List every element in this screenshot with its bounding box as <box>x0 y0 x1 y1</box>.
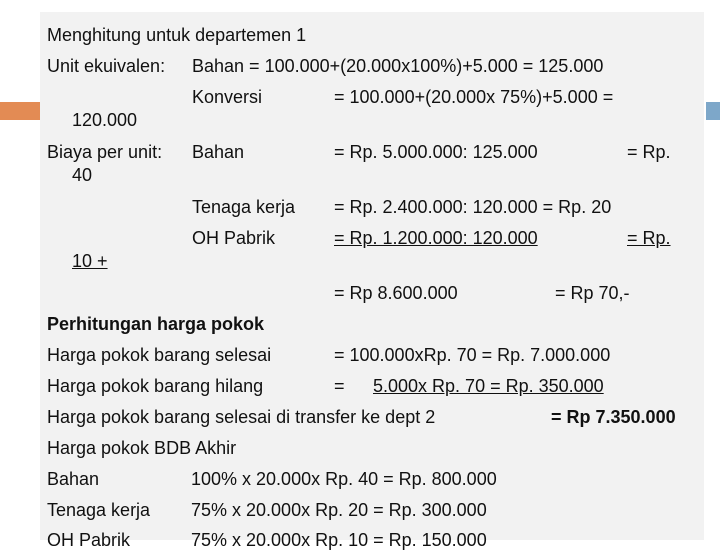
accent-bar-right <box>706 102 720 120</box>
hp-selesai-label: Harga pokok barang selesai <box>47 345 272 365</box>
bdb-row-value: 75% x 20.000x Rp. 10 = Rp. 150.000 <box>191 530 487 550</box>
unit-ekuivalen-bahan: Bahan = 100.000+(20.000x100%)+5.000 = 125.000 <box>192 56 604 76</box>
biaya-total-result: = Rp 70,- <box>555 283 630 303</box>
unit-ekuivalen-label: Unit ekuivalen: <box>47 56 166 76</box>
hp-hilang-value: 5.000x Rp. 70 = Rp. 350.000 <box>373 376 604 396</box>
biaya-bahan-formula: = Rp. 5.000.000: 125.000 <box>334 142 538 162</box>
unit-ekuivalen-konversi-result: 120.000 <box>72 110 138 130</box>
biaya-per-unit-label: Biaya per unit: <box>47 142 163 162</box>
bdb-row-label: OH Pabrik <box>47 530 131 550</box>
bdb-akhir-title: Harga pokok BDB Akhir <box>47 438 237 458</box>
page-title: Menghitung untuk departemen 1 <box>47 25 307 45</box>
biaya-bahan-label: Bahan <box>192 142 245 162</box>
hp-hilang-eq: = <box>334 376 345 396</box>
biaya-tk-formula: = Rp. 2.400.000: 120.000 = Rp. 20 <box>334 197 612 217</box>
bdb-row-label: Bahan <box>47 469 100 489</box>
hp-transfer-value: = Rp 7.350.000 <box>551 407 676 427</box>
biaya-oh-label: OH Pabrik <box>192 228 276 248</box>
bdb-row-value: 100% x 20.000x Rp. 40 = Rp. 800.000 <box>191 469 497 489</box>
biaya-total-formula: = Rp 8.600.000 <box>334 283 458 303</box>
biaya-oh-result-value: 10 + <box>72 251 108 271</box>
unit-ekuivalen-konversi-label: Konversi <box>192 87 263 107</box>
biaya-tk-label: Tenaga kerja <box>192 197 296 217</box>
biaya-bahan-result-value: 40 <box>72 165 93 185</box>
biaya-bahan-result: = Rp. <box>627 142 671 162</box>
bdb-row-value: 75% x 20.000x Rp. 20 = Rp. 300.000 <box>191 500 487 520</box>
biaya-oh-formula: = Rp. 1.200.000: 120.000 <box>334 228 538 248</box>
bdb-row-label: Tenaga kerja <box>47 500 151 520</box>
hp-selesai-value: = 100.000xRp. 70 = Rp. 7.000.000 <box>334 345 611 365</box>
accent-bar-left <box>0 102 40 120</box>
biaya-oh-result: = Rp. <box>627 228 671 248</box>
hp-hilang-label: Harga pokok barang hilang <box>47 376 264 396</box>
perhitungan-title: Perhitungan harga pokok <box>47 314 265 334</box>
unit-ekuivalen-konversi-formula: = 100.000+(20.000x 75%)+5.000 = <box>334 87 614 107</box>
hp-transfer-label: Harga pokok barang selesai di transfer ke dept 2 <box>47 407 436 427</box>
